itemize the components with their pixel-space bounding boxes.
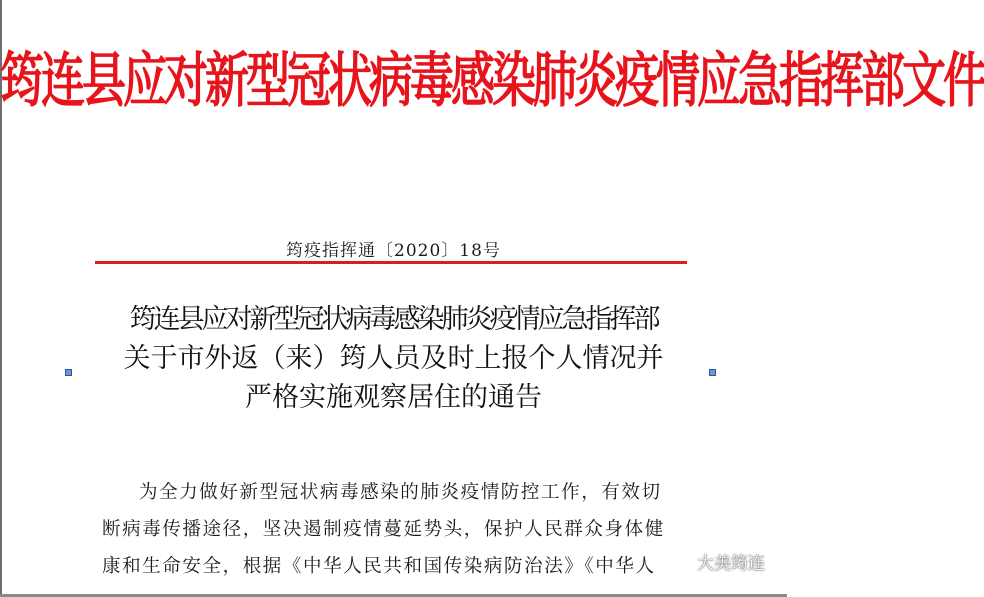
- notice-title-line-3: 严格实施观察居住的通告: [245, 382, 542, 413]
- notice-title-line-1: 筠连县应对新型冠状病毒感染肺炎疫情应急指挥部: [129, 304, 658, 335]
- notice-title[interactable]: [0, 300, 787, 417]
- document-number: 筠疫指挥通〔2020〕18号: [286, 241, 501, 261]
- notice-body: [102, 474, 722, 585]
- red-separator-rule: [95, 261, 687, 264]
- body-paragraph-line-1: 为全力做好新型冠状病毒感染的肺炎疫情防控工作，有效切: [139, 482, 662, 503]
- watermark-label: 大美筠连: [697, 554, 765, 574]
- resize-handle-right[interactable]: [709, 369, 716, 376]
- notice-title-line-2: 关于市外返（来）筠人员及时上报个人情况并: [123, 343, 664, 374]
- masthead-text: 筠连县应对新型冠状病毒感染肺炎疫情应急指挥部文件: [0, 46, 984, 116]
- body-paragraph-line-3: 康和生命安全，根据《中华人民共和国传染病防治法》《中华人: [102, 556, 656, 577]
- body-paragraph-line-2: 断病毒传播途径，坚决遏制疫情蔓延势头，保护人民群众身体健: [102, 519, 665, 540]
- masthead-title: [0, 46, 984, 116]
- source-watermark: [668, 549, 765, 574]
- wechat-icon: [668, 552, 692, 572]
- resize-handle-left[interactable]: [65, 369, 72, 376]
